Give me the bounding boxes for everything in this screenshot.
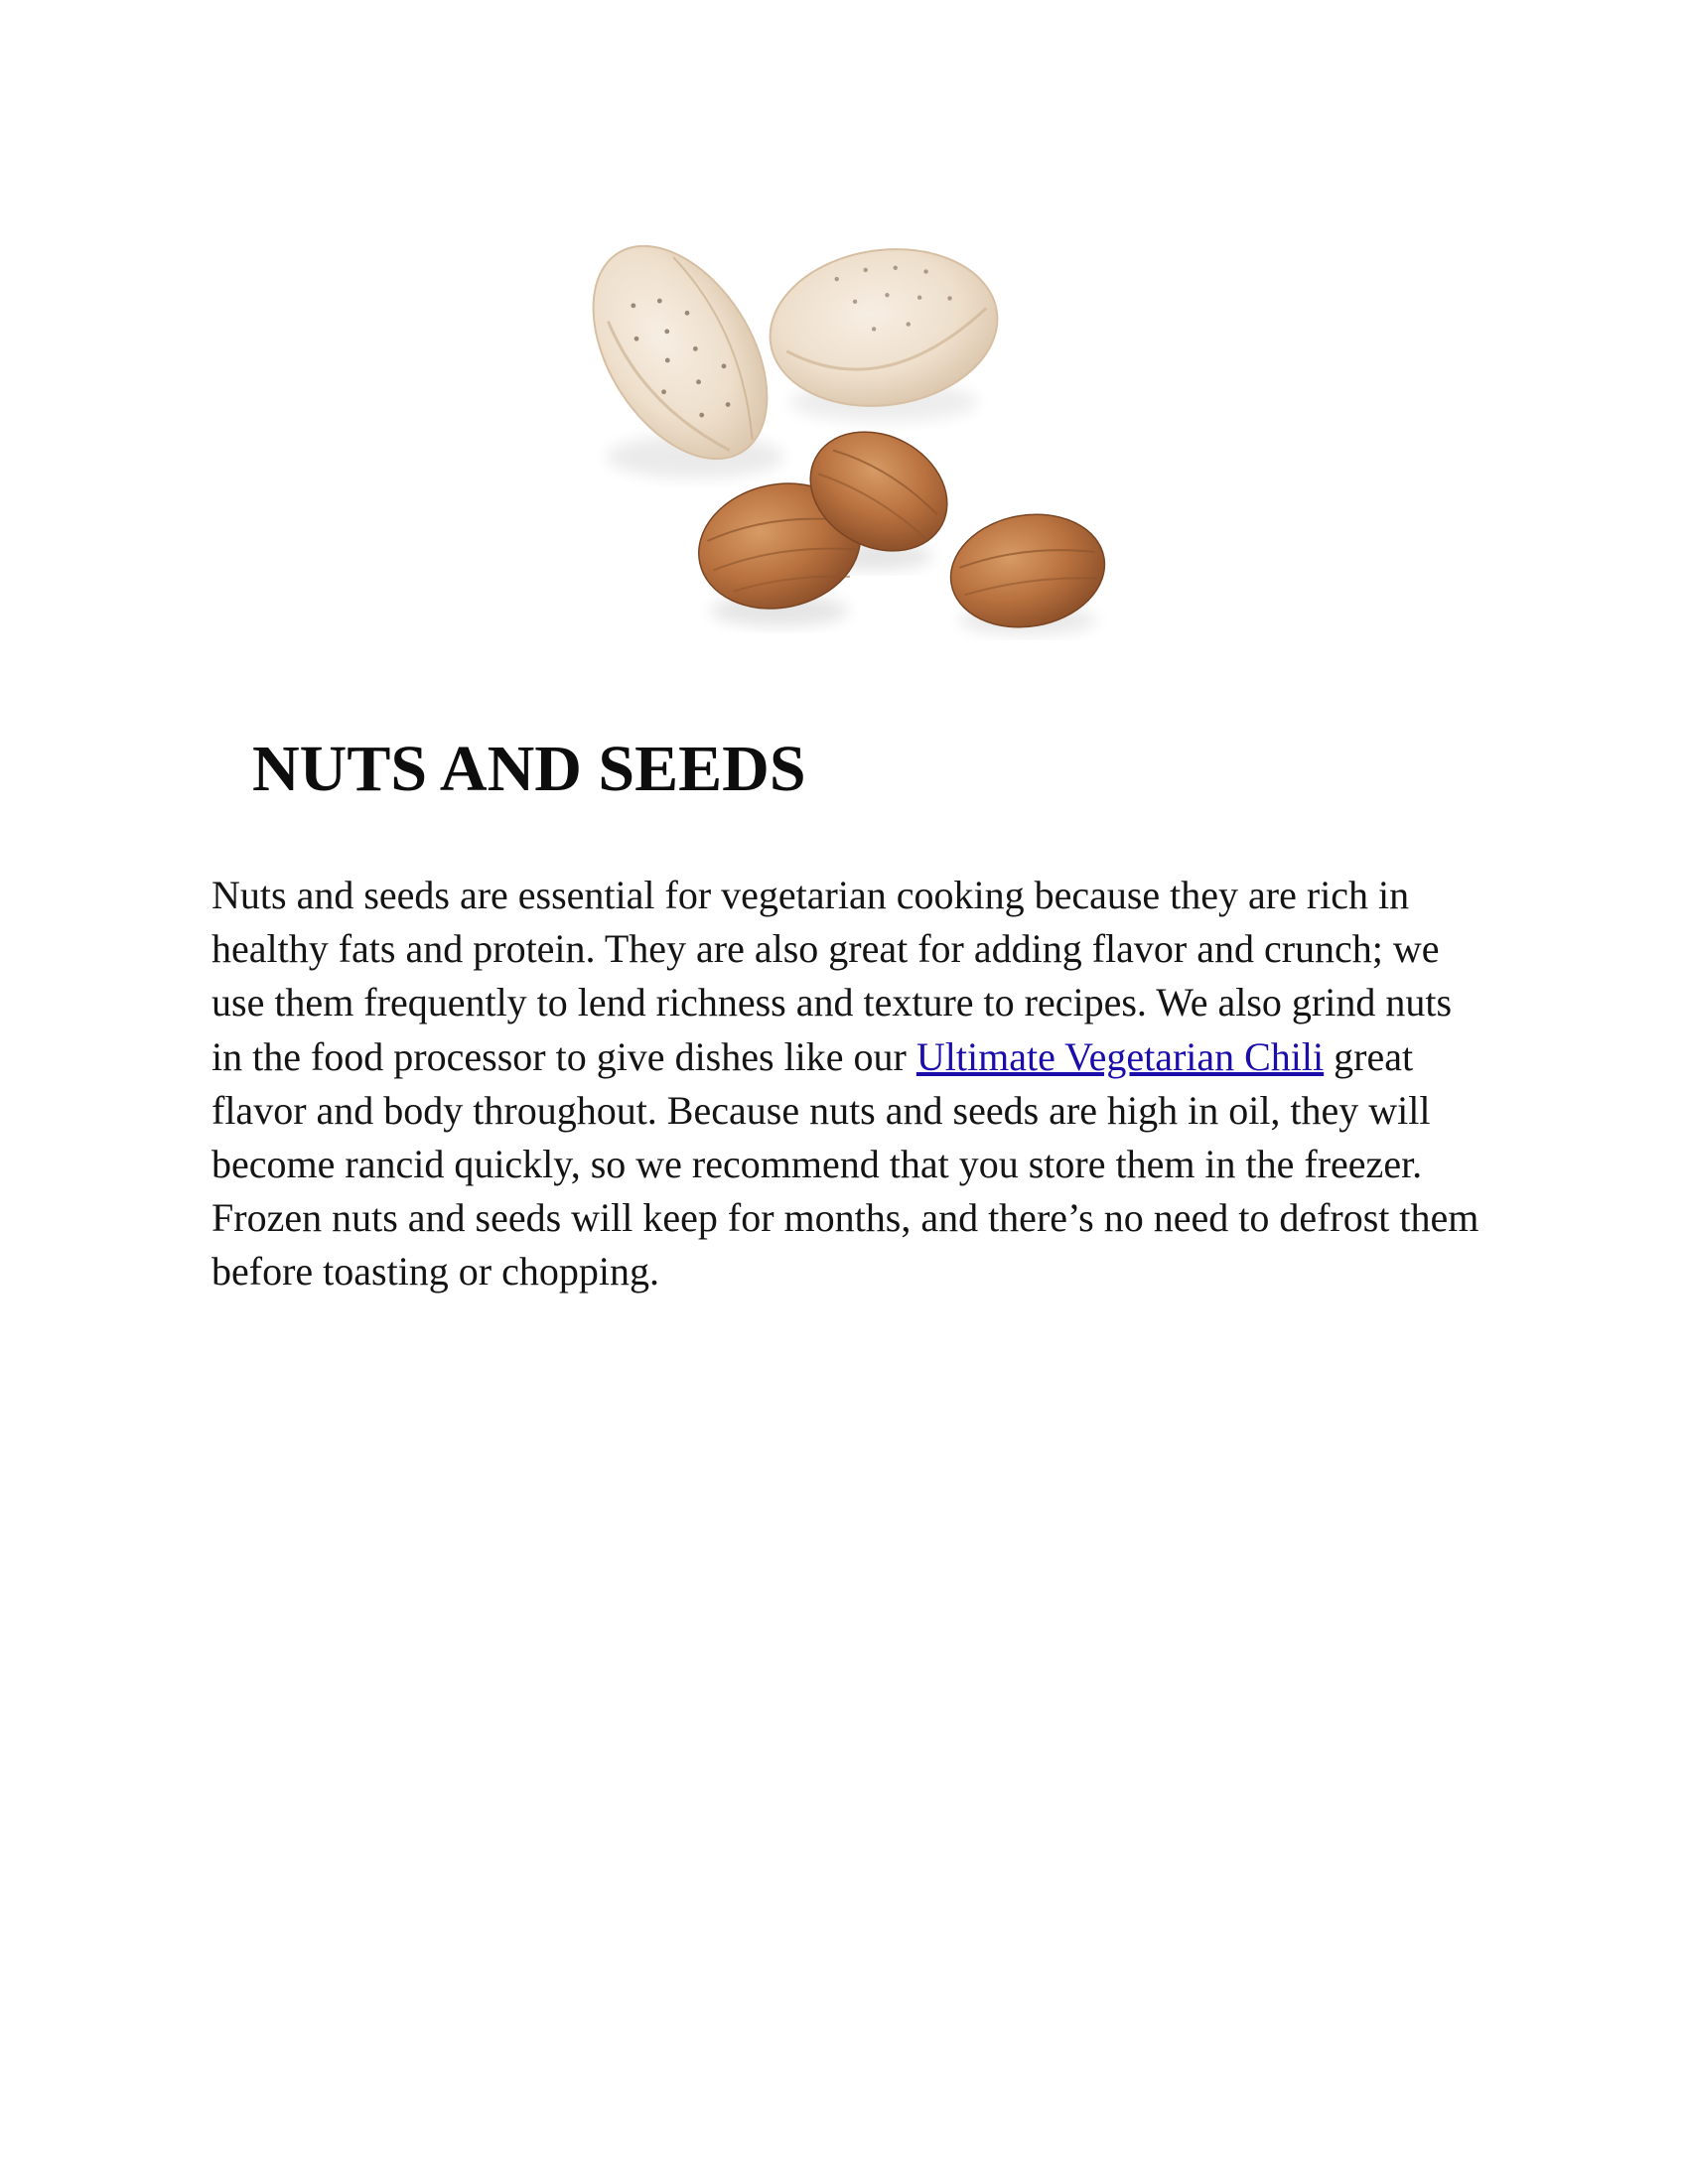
- ultimate-vegetarian-chili-link[interactable]: Ultimate Vegetarian Chili: [915, 1033, 1325, 1079]
- paragraph-text-before-link: Nuts and seeds are essential for vegetarian cooking because they are rich in healthy fats and protein. They are also great for adding flavor and crunch; we use them frequently to lend richness and texture to recipes. We also grind nuts in the food processor to give dishes like our: [211, 873, 1453, 1079]
- section-heading: NUTS AND SEEDS: [252, 733, 806, 805]
- almond-shell-right: [760, 235, 1007, 420]
- body-paragraph: [211, 869, 1492, 1299]
- almonds-photo: [576, 228, 1132, 665]
- paragraph-text-after-link: great flavor and body throughout. Because nuts and seeds are high in oil, they will become rancid quickly, so we recommend that you store them in the freezer. Frozen nuts and seeds will keep for months, and there’s no need to defrost them before toasting or chopping.: [211, 1033, 1479, 1295]
